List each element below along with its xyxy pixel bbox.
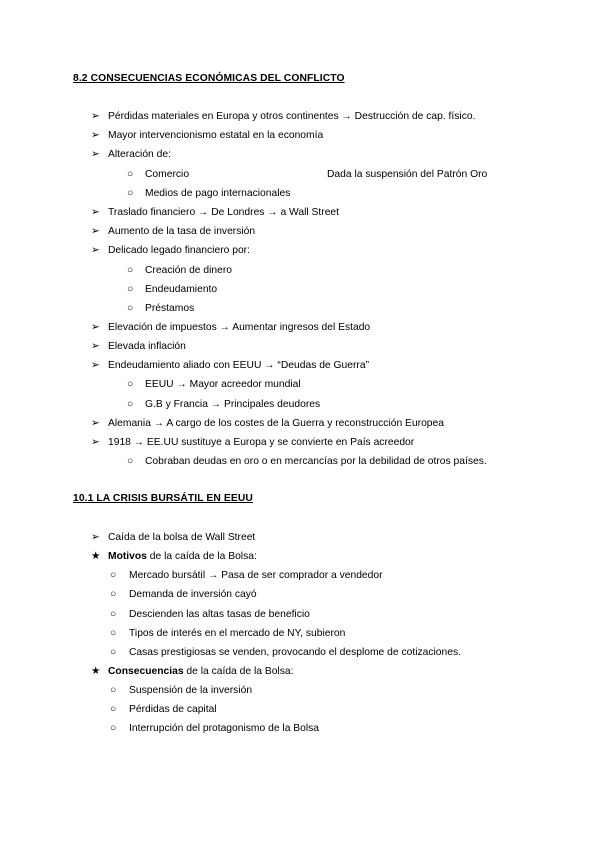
circle-bullet-icon: ○ [110,704,117,715]
list-item: Elevada inflación [108,341,186,352]
arrow-bullet-icon: ➢ [91,207,100,218]
circle-bullet-icon: ○ [127,456,134,467]
circle-bullet-icon: ○ [110,647,117,658]
star-bullet-icon: ★ [91,666,101,677]
list-item [108,665,293,678]
section-heading: 8.2 CONSECUENCIAS ECONÓMICAS DEL CONFLICTO [73,73,345,84]
list-item: Cobraban deudas en oro o en mercancías por la debilidad de otros países. [145,456,487,467]
list-item: Comercio [145,169,190,180]
arrow-bullet-icon: ➢ [91,437,100,448]
circle-bullet-icon: ○ [110,723,117,734]
list-item: Endeudamiento aliado con EEUU → “Deudas de Guerra” [108,360,369,371]
circle-bullet-icon: ○ [110,589,117,600]
list-item: Tipos de interés en el mercado de NY, subieron [129,628,346,639]
arrow-bullet-icon: ➢ [91,322,100,333]
list-item: Mayor intervencionismo estatal en la economía [108,130,324,141]
list-item: 1918 → EE.UU sustituye a Europa y se convierte en País acreedor [108,437,415,448]
list-item: Creación de dinero [145,265,233,276]
list-item-text: de la caída de la Bolsa: [183,666,294,677]
list-item: Delicado legado financiero por: [108,245,250,256]
arrow-bullet-icon: ➢ [91,130,100,141]
circle-bullet-icon: ○ [127,265,134,276]
list-item: Demanda de inversión cayó [129,589,257,600]
circle-bullet-icon: ○ [127,399,134,410]
list-item: Descienden las altas tasas de beneficio [129,609,310,620]
list-item: Mercado bursátil → Pasa de ser comprador a vendedor [129,570,383,581]
circle-bullet-icon: ○ [127,303,134,314]
list-item: Endeudamiento [145,284,218,295]
circle-bullet-icon: ○ [110,628,117,639]
circle-bullet-icon: ○ [110,570,117,581]
list-item: Caída de la bolsa de Wall Street [108,532,256,543]
list-item: Medios de pago internacionales [145,188,291,199]
arrow-bullet-icon: ➢ [91,418,100,429]
circle-bullet-icon: ○ [127,169,134,180]
arrow-bullet-icon: ➢ [91,226,100,237]
star-bullet-icon: ★ [91,551,101,562]
list-item: Casas prestigiosas se venden, provocando el desplome de cotizaciones. [129,647,461,658]
list-item: Préstamos [145,303,195,314]
list-item: Suspensión de la inversión [129,685,253,696]
list-item: Alemania → A cargo de los costes de la Guerra y reconstrucción Europea [108,418,444,429]
list-item: EEUU → Mayor acreedor mundial [145,379,301,390]
arrow-bullet-icon: ➢ [91,111,100,122]
circle-bullet-icon: ○ [127,379,134,390]
list-item: G.B y Francia → Principales deudores [145,399,321,410]
list-item [108,550,257,563]
arrow-bullet-icon: ➢ [91,149,100,160]
list-item: Traslado financiero → De Londres → a Wall Street [108,207,340,218]
arrow-bullet-icon: ➢ [91,360,100,371]
arrow-bullet-icon: ➢ [91,532,100,543]
circle-bullet-icon: ○ [110,685,117,696]
circle-bullet-icon: ○ [127,284,134,295]
list-item: Aumento de la tasa de inversión [108,226,256,237]
arrow-bullet-icon: ➢ [91,341,100,352]
bold-term: Motivos [108,551,147,562]
list-item-text: de la caída de la Bolsa: [146,551,257,562]
side-note: Dada la suspensión del Patrón Oro [327,169,488,180]
arrow-bullet-icon: ➢ [91,245,100,256]
list-item: Alteración de: [108,149,171,160]
list-item: Pérdidas de capital [129,704,217,715]
list-item: Elevación de impuestos → Aumentar ingresos del Estado [108,322,371,333]
list-item: Pérdidas materiales en Europa y otros continentes → Destrucción de cap. físico. [108,111,476,122]
list-item: Interrupción del protagonismo de la Bolsa [129,723,320,734]
section-heading: 10.1 LA CRISIS BURSÁTIL EN EEUU [73,493,253,504]
bold-term: Consecuencias [108,666,184,677]
circle-bullet-icon: ○ [110,609,117,620]
circle-bullet-icon: ○ [127,188,134,199]
